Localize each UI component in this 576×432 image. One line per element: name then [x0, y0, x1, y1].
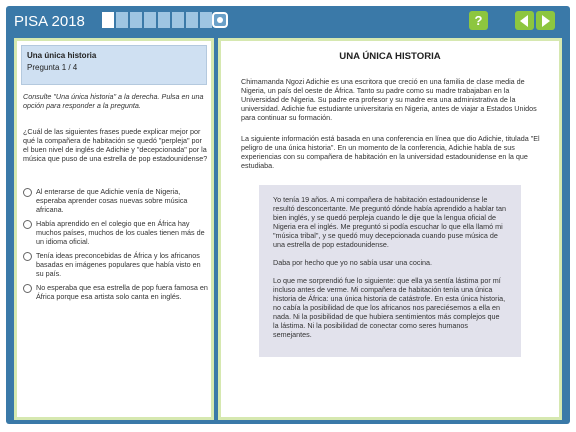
answer-option[interactable] [23, 283, 209, 301]
option-text: Había aprendido en el colegio que en África hay muchos países, muchos de los cuales tienen más de un idioma oficial. [36, 219, 205, 246]
answer-option[interactable] [23, 251, 209, 278]
answer-options [23, 187, 209, 306]
article-panel [218, 38, 562, 420]
answer-option[interactable] [23, 219, 209, 246]
app-title: PISA 2018 [14, 13, 85, 30]
article-title: UNA ÚNICA HISTORIA [339, 51, 441, 62]
question-title: Una única historia [27, 51, 97, 60]
question-header [21, 45, 207, 85]
app-frame [6, 6, 570, 424]
help-button[interactable]: ? [469, 11, 488, 30]
option-text: No esperaba que esa estrella de pop fuera famosa en África porque esa artista solo canta en inglés. [36, 283, 208, 301]
progress-indicator [102, 12, 212, 28]
next-button[interactable] [536, 11, 555, 30]
radio-button[interactable] [23, 252, 32, 261]
top-bar [6, 6, 570, 36]
question-panel [14, 38, 214, 420]
radio-button[interactable] [23, 188, 32, 197]
progress-segment [158, 12, 170, 28]
option-text: Al enterarse de que Adichie venía de Nigeria, esperaba aprender cosas nuevas sobre música africana. [36, 187, 188, 214]
navigation-icon[interactable] [212, 12, 228, 28]
quote-box [259, 185, 521, 357]
article-paragraph: La siguiente información está basada en una conferencia en línea que dio Adichie, titulada "El peligro de una única historia". En un momento de la conferencia, Adichie habla de sus experiencias con su compañera de habitación en la universidad estadounidense en la que estudiaba. [241, 134, 540, 170]
question-instruction: Consulte "Una única historia" a la derecha. Pulsa en una opción para responder a la pregunta. [23, 92, 204, 110]
progress-segment [116, 12, 128, 28]
previous-button[interactable] [515, 11, 534, 30]
progress-segment [144, 12, 156, 28]
radio-button[interactable] [23, 220, 32, 229]
progress-segment [130, 12, 142, 28]
progress-segment [200, 12, 212, 28]
quote-paragraph: Lo que me sorprendió fue lo siguiente: que ella ya sentía lástima por mí incluso antes de verme. Mi compañera de habitación tenía una única historia de África: una única historia de catástrofe. En esta única historia, no cabía la posibilidad de que los africanos nos pareciésemos a ella en nada. Ni la posibilidad de que hubiera sentimientos más complejos que la lástima. Ni la posibilidad de conectar como seres humanos semejantes. [273, 276, 506, 339]
progress-segment [172, 12, 184, 28]
quote-paragraph: Daba por hecho que yo no sabía usar una cocina. [273, 258, 433, 267]
progress-segment [186, 12, 198, 28]
quote-paragraph: Yo tenía 19 años. A mi compañera de habitación estadounidense le resultó desconcertante. Me preguntó dónde había aprendido a hablar tan bien inglés, y se quedó perpleja cuando le dije que la lengua oficial de Nigeria era el inglés. Me preguntó si podía escuchar lo que ella llamó mi "música tribal", y se quedó muy decepcionada cuando puse música de una estrella de pop estadounidense. [273, 195, 506, 249]
question-number: Pregunta 1 / 4 [27, 63, 78, 72]
question-prompt: ¿Cuál de las siguientes frases puede explicar mejor por qué la compañera de habitación se quedó "perpleja" por el buen nivel de inglés de Adichie y "decepcionada" por la música que puso de una estrella de pop estadounidense? [23, 127, 208, 163]
progress-segment [102, 12, 114, 28]
option-text: Tenía ideas preconcebidas de África y los africanos basadas en imágenes populares que había visto en su país. [36, 251, 201, 278]
radio-button[interactable] [23, 284, 32, 293]
answer-option[interactable] [23, 187, 209, 214]
article-paragraph: Chimamanda Ngozi Adichie es una escritora que creció en una familia de clase media de Nigeria, un país del oeste de África. Tanto su padre como su madre trabajaban en la Universidad de Nigeria. Su padre era profesor y su madre era una administrativa de la universidad. Adichie fue estudiante universitaria en Nigeria, antes de viajar a Estados Unidos para continuar su formación. [241, 77, 537, 122]
